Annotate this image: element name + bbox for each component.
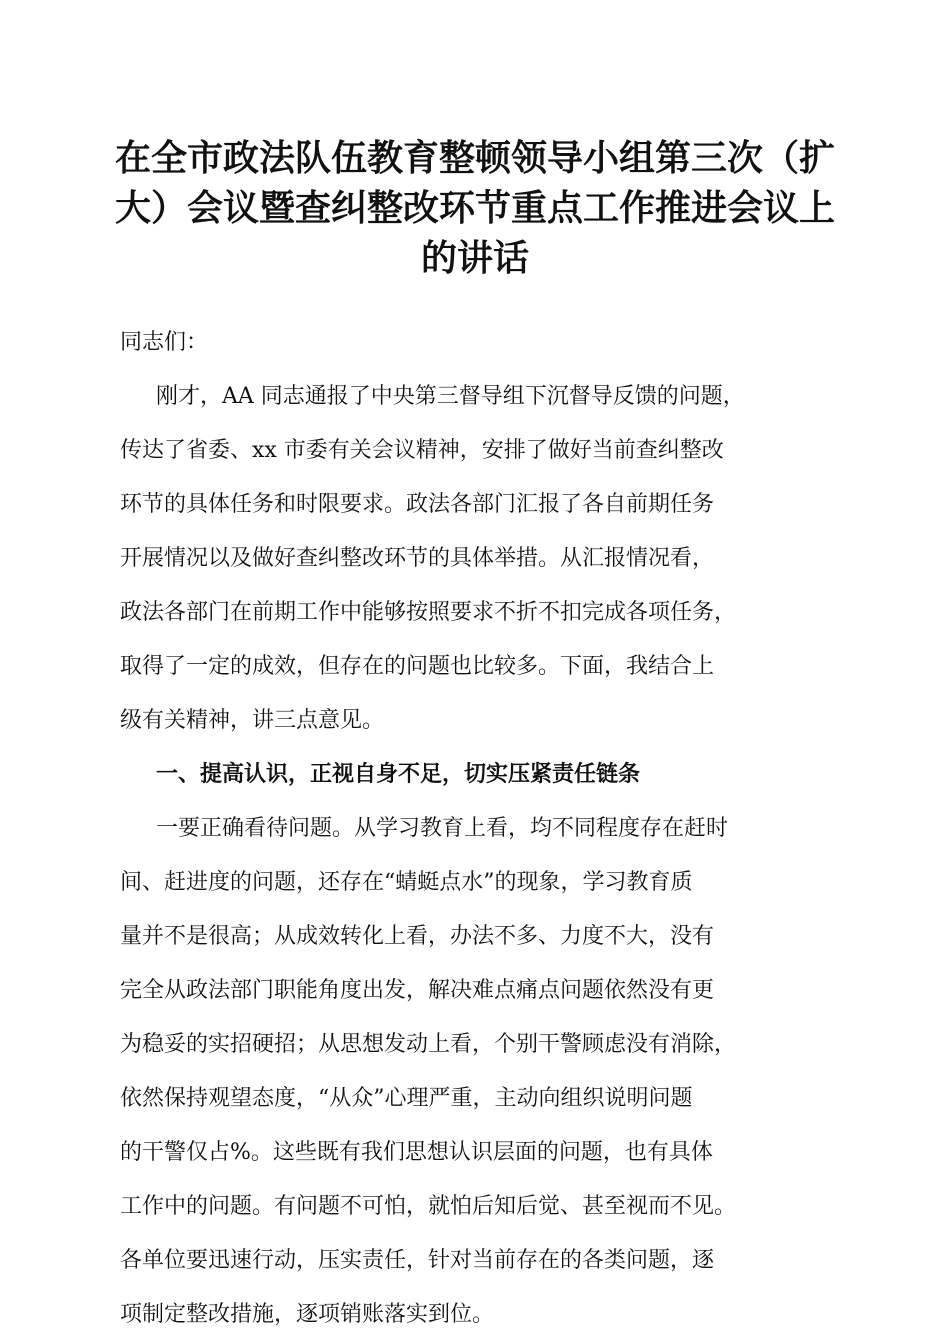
paragraph-line: 工作中的问题。有问题不可怕，就怕后知后觉、甚至视而不见。 <box>120 1194 737 1219</box>
title-line: 的讲话 <box>420 238 529 279</box>
paragraph-line: 刚才，AA 同志通报了中央第三督导组下沉督导反馈的问题， <box>156 384 745 409</box>
salutation: 同志们： <box>120 330 209 355</box>
paragraph-line: 取得了一定的成效，但存在的问题也比较多。下面，我结合上 <box>120 654 715 679</box>
paragraph-line: 一要正确看待问题。从学习教育上看，均不同程度存在赶时 <box>156 816 729 841</box>
paragraph-line: 完全从政法部门职能角度出发，解决难点痛点问题依然没有更 <box>120 978 715 1003</box>
document-body <box>120 316 840 1342</box>
paragraph-line: 开展情况以及做好查纠整改环节的具体举措。从汇报情况看， <box>120 546 715 571</box>
paragraph-line: 间、赶进度的问题，还存在“蜻蜓点水”的现象，学习教育质 <box>120 870 693 895</box>
title-line: 大）会议暨查纠整改环节重点工作推进会议上 <box>114 188 835 229</box>
document-title <box>110 134 840 284</box>
paragraph-line: 环节的具体任务和时限要求。政法各部门汇报了各自前期任务 <box>120 492 715 517</box>
paragraph-line: 各单位要迅速行动，压实责任，针对当前存在的各类问题，逐 <box>120 1248 715 1273</box>
paragraph-line: 级有关精神，讲三点意见。 <box>120 708 385 733</box>
paragraph-line: 政法各部门在前期工作中能够按照要求不折不扣完成各项任务， <box>120 600 737 625</box>
paragraph-line: 项制定整改措施，逐项销账落实到位。 <box>120 1302 495 1327</box>
paragraph-line: 为稳妥的实招硬招；从思想发动上看，个别干警顾虑没有消除， <box>120 1032 737 1057</box>
paragraph-line: 量并不是很高；从成效转化上看，办法不多、力度不大，没有 <box>120 924 715 949</box>
paragraph-line: 的干警仅占%。这些既有我们思想认识层面的问题，也有具体 <box>120 1140 713 1165</box>
section-heading: 一、提高认识，正视自身不足，切实压紧责任链条 <box>156 762 641 787</box>
paragraph-line: 依然保持观望态度，“从众”心理严重，主动向组织说明问题 <box>120 1086 693 1111</box>
paragraph-line: 传达了省委、xx 市委有关会议精神，安排了做好当前查纠整改 <box>120 438 724 463</box>
title-line: 在全市政法队伍教育整顿领导小组第三次（扩 <box>114 138 835 179</box>
